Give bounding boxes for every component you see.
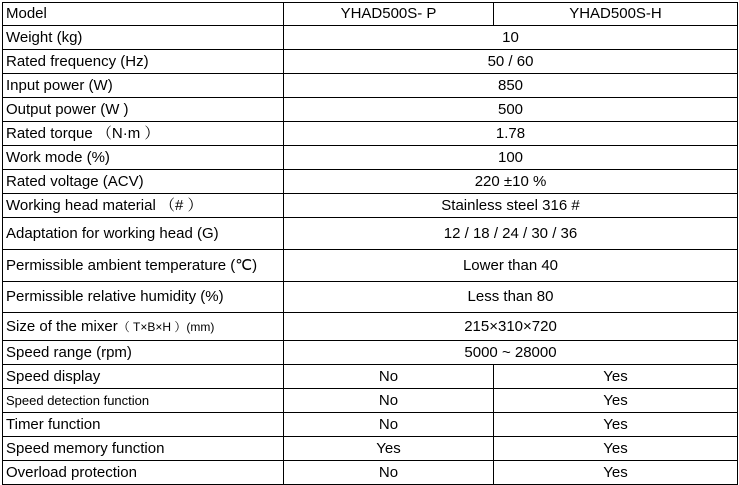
table-row: [3, 437, 738, 461]
row-label: Rated frequency (Hz): [3, 50, 284, 74]
row-value-h: Yes: [494, 461, 738, 485]
row-value: 100: [284, 146, 738, 170]
row-value-p: No: [284, 389, 494, 413]
header-model-p: YHAD500S- P: [284, 3, 494, 26]
row-value: 5000 ~ 28000: [284, 341, 738, 365]
row-label: Adaptation for working head (G): [3, 218, 284, 250]
row-value-p: Yes: [284, 437, 494, 461]
row-value: 215×310×720: [284, 313, 738, 341]
row-value: 850: [284, 74, 738, 98]
row-value-h: Yes: [494, 389, 738, 413]
size-label-main: Size of the mixer: [6, 317, 118, 335]
row-label: Speed memory function: [3, 437, 284, 461]
table-row: [3, 146, 738, 170]
spec-table: [2, 2, 738, 485]
table-row: [3, 218, 738, 250]
row-label: Weight (kg): [3, 26, 284, 50]
table-row: [3, 26, 738, 50]
table-row: [3, 194, 738, 218]
row-value: 10: [284, 26, 738, 50]
row-label: [3, 313, 284, 341]
table-row: [3, 74, 738, 98]
row-value-h: Yes: [494, 437, 738, 461]
table-row: [3, 50, 738, 74]
table-row: [3, 250, 738, 282]
row-value: Stainless steel 316 #: [284, 194, 738, 218]
table-row: [3, 341, 738, 365]
row-label: Rated torque （N·m ）: [3, 122, 284, 146]
row-value: 1.78: [284, 122, 738, 146]
table-row: [3, 122, 738, 146]
row-label: Speed range (rpm): [3, 341, 284, 365]
row-value: 220 ±10 %: [284, 170, 738, 194]
row-value-p: No: [284, 413, 494, 437]
row-value-p: No: [284, 461, 494, 485]
table-row: [3, 389, 738, 413]
row-label: Work mode (%): [3, 146, 284, 170]
size-label-paren: （ T×B×H ）: [117, 319, 187, 334]
table-row: [3, 365, 738, 389]
row-value: Lower than 40: [284, 250, 738, 282]
row-value-h: Yes: [494, 365, 738, 389]
row-label: Output power (W ): [3, 98, 284, 122]
table-row: [3, 282, 738, 313]
header-model-h: YHAD500S-H: [494, 3, 738, 26]
row-label: Working head material （# ）: [3, 194, 284, 218]
size-label-unit: (mm): [186, 319, 215, 334]
row-label: Rated voltage (ACV): [3, 170, 284, 194]
row-label: Speed display: [3, 365, 284, 389]
row-value: 50 / 60: [284, 50, 738, 74]
header-model-label: Model: [3, 3, 284, 26]
row-value: 12 / 18 / 24 / 30 / 36: [284, 218, 738, 250]
table-row: [3, 98, 738, 122]
row-value: Less than 80: [284, 282, 738, 313]
row-value-h: Yes: [494, 413, 738, 437]
header-row: [3, 3, 738, 26]
table-row: [3, 170, 738, 194]
table-row: [3, 461, 738, 485]
row-label: Overload protection: [3, 461, 284, 485]
row-label: Speed detection function: [3, 389, 284, 413]
table-row: [3, 313, 738, 341]
table-row: [3, 413, 738, 437]
row-value: 500: [284, 98, 738, 122]
row-label: Input power (W): [3, 74, 284, 98]
row-label: Permissible ambient temperature (℃): [3, 250, 284, 282]
row-label: Permissible relative humidity (%): [3, 282, 284, 313]
row-label: Timer function: [3, 413, 284, 437]
row-value-p: No: [284, 365, 494, 389]
